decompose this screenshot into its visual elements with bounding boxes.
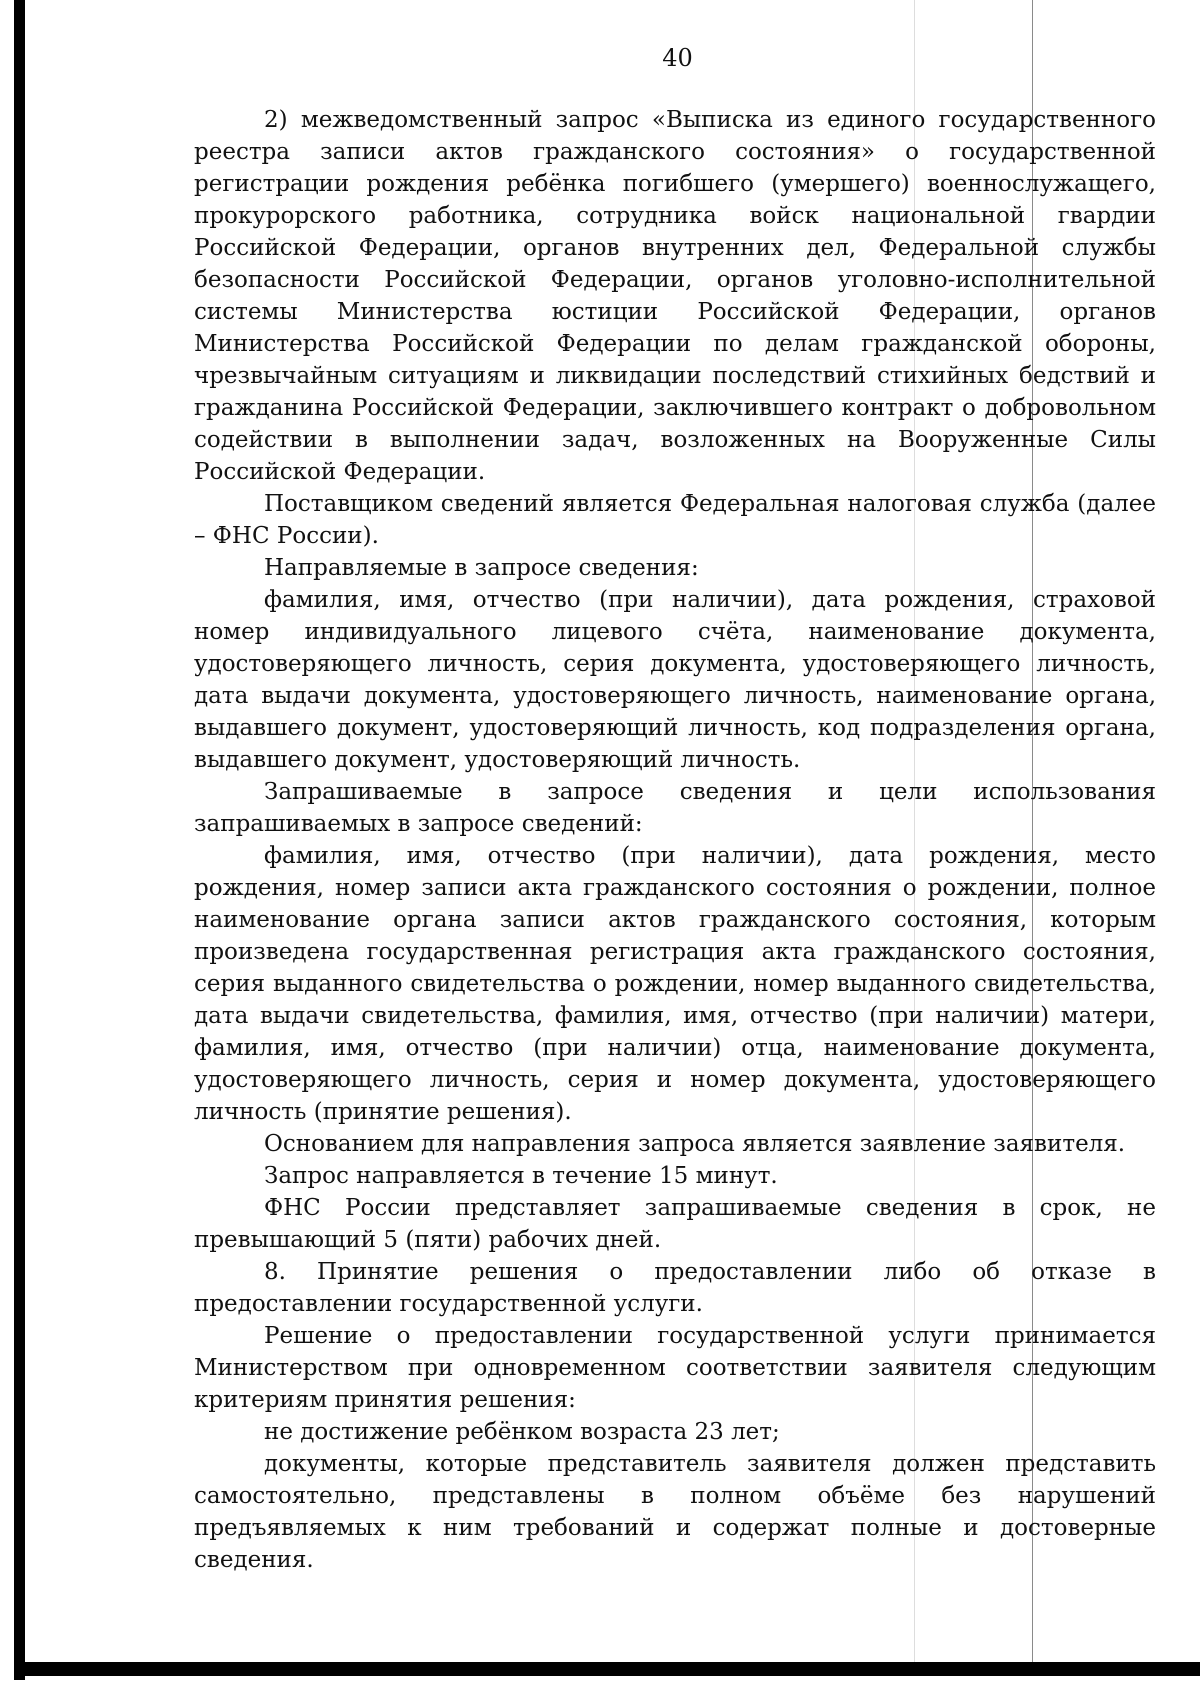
paragraph-decision-criteria: Решение о предоставлении государственной услуги принимается Министерством при одновременном соответствии заявителя следующим критериям принятия решения: [194,1323,1156,1413]
paragraph-requested-data-list: фамилия, имя, отчество (при наличии), дата рождения, место рождения, номер записи акта гражданского состояния о рождении, полное наименование органа записи актов гражданского состояния, которым произведена государственная регистрация акта гражданского состояния, серия выданного свидетельства о рождении, номер выданного свидетельства, дата выдачи свидетельства, фамилия, имя, отчество (при наличии) матери, фамилия, имя, отчество (при наличии) отца, наименование документа, удостоверяющего личность, серия и номер документа, удостоверяющего личность (принятие решения). [194,843,1156,1125]
paragraph-criterion-age: не достижение ребёнком возраста 23 лет; [264,1419,780,1445]
paragraph-section-8-heading: 8. Принятие решения о предоставлении либо об отказе в предоставлении государственной услуги. [194,1259,1156,1317]
paragraph-request-timing: Запрос направляется в течение 15 минут. [264,1163,778,1189]
paragraph-request-basis: Основанием для направления запроса является заявление заявителя. [264,1131,1126,1157]
paragraph-sent-data-list: фамилия, имя, отчество (при наличии), дата рождения, страховой номер индивидуального лицевого счёта, наименование документа, удостоверяющего личность, серия документа, удостоверяющего личность, дата выдачи документа, удостоверяющего личность, наименование органа, выдавшего документ, удостоверяющий личность, код подразделения органа, выдавшего документ, удостоверяющий личность. [194,587,1156,773]
document-body [194,104,1156,1576]
paragraph-criterion-documents: документы, которые представитель заявителя должен представить самостоятельно, представлены в полном объёме без нарушений предъявляемых к ним требований и содержат полные и достоверные сведения. [194,1451,1156,1573]
scan-edge-bottom [14,1662,1200,1676]
paragraph-interagency-request: 2) межведомственный запрос «Выписка из единого государственного реестра записи актов гражданского состояния» о государственной регистрации рождения ребёнка погибшего (умершего) военнослужащего, прокурорского работника, сотрудника войск национальной гвардии Российской Федерации, органов внутренних дел, Федеральной службы безопасности Российской Федерации, органов уголовно-исполнительной системы Министерства юстиции Российской Федерации, органов Министерства Российской Федерации по делам гражданской обороны, чрезвычайным ситуациям и ликвидации последствий стихийных бедствий и гражданина Российской Федерации, заключившего контракт о добровольном содействии в выполнении задач, возложенных на Вооруженные Силы Российской Федерации. [194,107,1156,485]
paragraph-requested-data-heading: Запрашиваемые в запросе сведения и цели использования запрашиваемых в запросе сведений: [194,779,1156,837]
paragraph-sent-data-heading: Направляемые в запросе сведения: [264,555,699,581]
scan-edge-left [14,0,25,1680]
paragraph-response-term: ФНС России представляет запрашиваемые сведения в срок, не превышающий 5 (пяти) рабочих дней. [194,1195,1156,1253]
paragraph-data-provider: Поставщиком сведений является Федеральная налоговая служба (далее – ФНС России). [194,491,1156,549]
page-number: 40 [662,44,693,72]
